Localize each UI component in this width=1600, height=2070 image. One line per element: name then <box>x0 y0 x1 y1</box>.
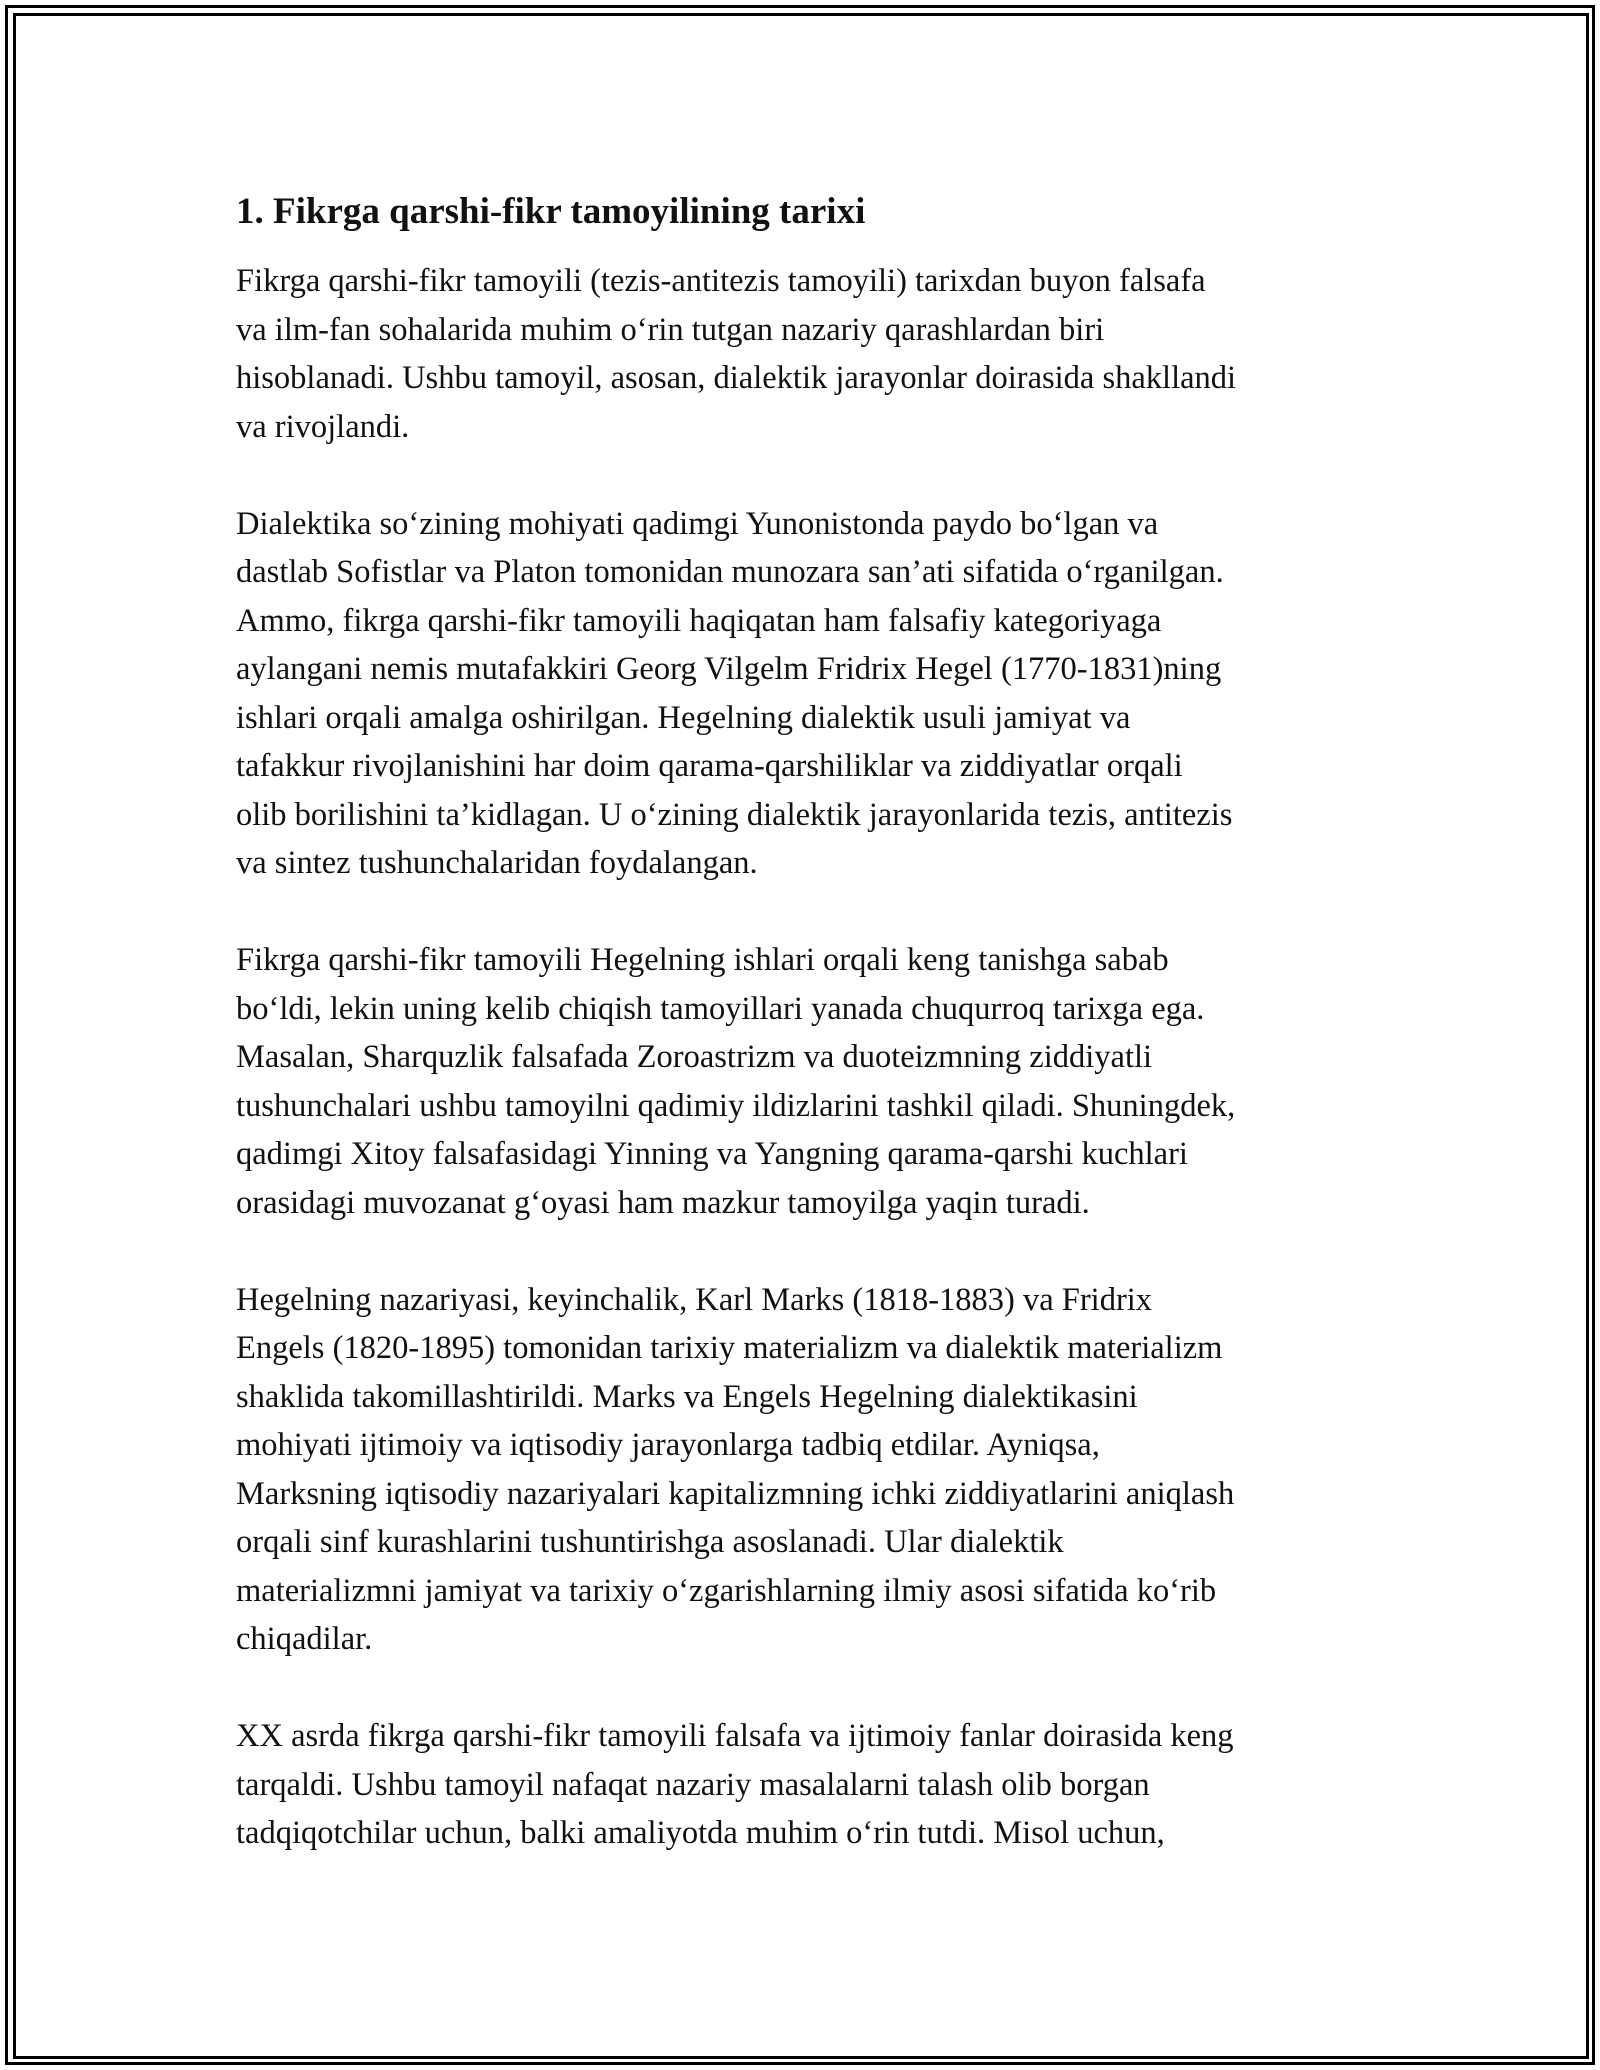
text-line: ishlari orqali amalga oshirilgan. Hegelning dialektik usuli jamiyat va <box>236 699 1131 736</box>
text-line: tafakkur rivojlanishini har doim qarama-qarshiliklar va ziddiyatlar orqali <box>236 748 1183 784</box>
paragraph <box>236 500 1366 888</box>
section-heading: 1. Fikrga qarshi-fikr tamoyilining tarixi <box>236 191 866 232</box>
text-line: Dialektika so‘zining mohiyati qadimgi Yunonistonda paydo bo‘lgan va <box>236 505 1159 542</box>
text-line: va ilm-fan sohalarida muhim o‘rin tutgan nazariy qarashlardan biri <box>236 311 1105 348</box>
text-line: Hegelning nazariyasi, keyinchalik, Karl Marks (1818-1883) va Fridrix <box>236 1281 1153 1318</box>
text-line: Engels (1820-1895) tomonidan tarixiy materializm va dialektik materializm <box>236 1330 1223 1366</box>
text-line: olib borilishini ta’kidlagan. U o‘zining dialektik jarayonlarida tezis, antitezis <box>236 796 1233 833</box>
text-line: Fikrga qarshi-fikr tamoyili (tezis-antitezis tamoyili) tarixdan buyon falsafa <box>236 263 1206 299</box>
paragraph-list <box>236 257 1366 1858</box>
text-line: hisoblanadi. Ushbu tamoyil, asosan, dialektik jarayonlar doirasida shakllandi <box>236 360 1237 396</box>
text-line: Marksning iqtisodiy nazariyalari kapitalizmning ichki ziddiyatlarini aniqlash <box>236 1475 1235 1512</box>
document-body <box>236 188 1366 1906</box>
text-line: va sintez tushunchalaridan foydalangan. <box>236 845 758 881</box>
text-line: orqali sinf kurashlarini tushuntirishga asoslanadi. Ular dialektik <box>236 1524 1064 1560</box>
text-line: chiqadilar. <box>236 1621 373 1657</box>
paragraph <box>236 1276 1366 1664</box>
paragraph <box>236 257 1366 451</box>
text-line: qadimgi Xitoy falsafasidagi Yinning va Yangning qarama-qarshi kuchlari <box>236 1136 1188 1172</box>
text-line: orasidagi muvozanat g‘oyasi ham mazkur tamoyilga yaqin turadi. <box>236 1184 1090 1221</box>
text-line: XX asrda fikrga qarshi-fikr tamoyili falsafa va ijtimoiy fanlar doirasida keng <box>236 1718 1234 1754</box>
text-line: va rivojlandi. <box>236 408 410 445</box>
text-line: mohiyati ijtimoiy va iqtisodiy jarayonlarga tadbiq etdilar. Ayniqsa, <box>236 1427 1100 1463</box>
text-line: shaklida takomillashtirildi. Marks va Engels Hegelning dialektikasini <box>236 1378 1138 1415</box>
text-line: Ammo, fikrga qarshi-fikr tamoyili haqiqatan ham falsafiy kategoriyaga <box>236 602 1162 639</box>
paragraph <box>236 1712 1366 1858</box>
text-line: Masalan, Sharquzlik falsafada Zoroastrizm va duoteizmning ziddiyatli <box>236 1039 1153 1075</box>
text-line: bo‘ldi, lekin uning kelib chiqish tamoyillari yanada chuqurroq tarixga ega. <box>236 990 1205 1027</box>
text-line: materializmni jamiyat va tarixiy o‘zgarishlarning ilmiy asosi sifatida ko‘rib <box>236 1572 1217 1609</box>
text-line: aylangani nemis mutafakkiri Georg Vilgelm Fridrix Hegel (1770-1831)ning <box>236 651 1222 687</box>
text-line: tarqaldi. Ushbu tamoyil nafaqat nazariy masalalarni talash olib borgan <box>236 1766 1150 1803</box>
paragraph <box>236 936 1366 1227</box>
text-line: dastlab Sofistlar va Platon tomonidan munozara san’ati sifatida o‘rganilgan. <box>236 554 1224 590</box>
text-line: Fikrga qarshi-fikr tamoyili Hegelning ishlari orqali keng tanishga sabab <box>236 942 1169 978</box>
text-line: tadqiqotchilar uchun, balki amaliyotda muhim o‘rin tutdi. Misol uchun, <box>236 1815 1165 1851</box>
text-line: tushunchalari ushbu tamoyilni qadimiy ildizlarini tashkil qiladi. Shuningdek, <box>236 1087 1236 1124</box>
